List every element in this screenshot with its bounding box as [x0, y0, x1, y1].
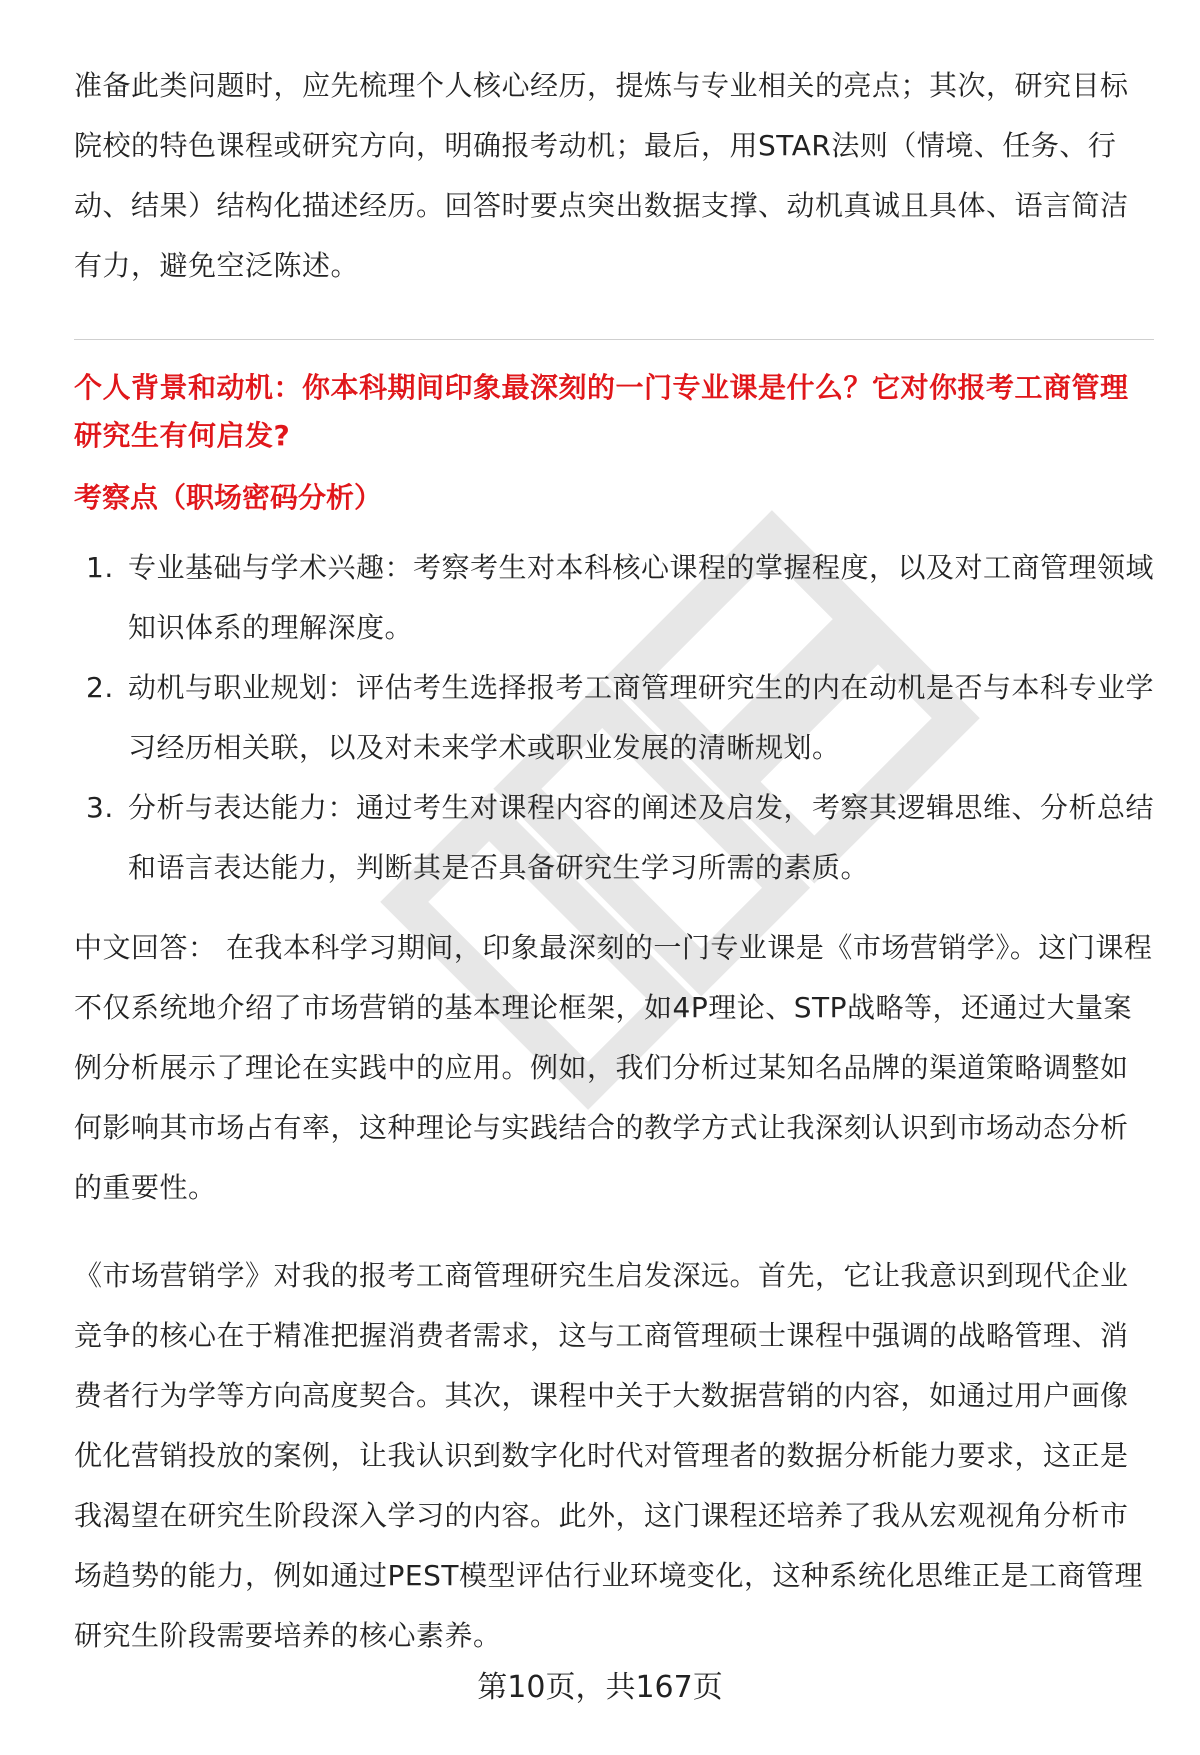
answer-paragraph-1: 中文回答： 在我本科学习期间，印象最深刻的一门专业课是《市场营销学》。这门课程不仅系统地介绍了市场营销的基本理论框架，如4P理论、STP战略等，还通过大量案例分析展示了理论在实践中的应用。例如，我们分析过某知名品牌的渠道策略调整如何影响其市场占有率，这种理论与实践结合的教学方式让我深刻认识到市场动态分析的重要性。	[74, 931, 1153, 1204]
page-number-footer: 第10页，共167页	[477, 1670, 723, 1705]
list-item	[74, 658, 1154, 778]
list-item-number: 2.	[86, 671, 114, 704]
list-item-number: 1.	[86, 551, 114, 584]
intro-paragraph: 准备此类问题时，应先梳理个人核心经历，提炼与专业相关的亮点；其次，研究目标院校的特色课程或研究方向，明确报考动机；最后，用STAR法则（情境、任务、行动、结果）结构化描述经历。回答时要点突出数据支撑、动机真诚且具体、语言简洁有力，避免空泛陈述。	[74, 69, 1129, 282]
list-item-number: 3.	[86, 791, 114, 824]
section-divider	[74, 339, 1154, 340]
list-item	[74, 778, 1154, 898]
assessment-points-label: 考察点（职场密码分析）	[74, 481, 383, 514]
question-heading: 个人背景和动机：你本科期间印象最深刻的一门专业课是什么？它对你报考工商管理研究生有何启发?	[74, 371, 1129, 452]
list-item	[74, 538, 1154, 658]
document-page	[74, 56, 1154, 1666]
list-item-text: 专业基础与学术兴趣：考察考生对本科核心课程的掌握程度，以及对工商管理领域知识体系的理解深度。	[128, 551, 1155, 644]
assessment-points-list	[74, 538, 1154, 898]
list-item-text: 分析与表达能力：通过考生对课程内容的阐述及启发，考察其逻辑思维、分析总结和语言表达能力，判断其是否具备研究生学习所需的素质。	[128, 791, 1155, 884]
list-item-text: 动机与职业规划：评估考生选择报考工商管理研究生的内在动机是否与本科专业学习经历相关联，以及对未来学术或职业发展的清晰规划。	[128, 671, 1155, 764]
answer-paragraph-2: 《市场营销学》对我的报考工商管理研究生启发深远。首先，它让我意识到现代企业竞争的核心在于精准把握消费者需求，这与工商管理硕士课程中强调的战略管理、消费者行为学等方向高度契合。其次，课程中关于大数据营销的内容，如通过用户画像优化营销投放的案例，让我认识到数字化时代对管理者的数据分析能力要求，这正是我渴望在研究生阶段深入学习的内容。此外，这门课程还培养了我从宏观视角分析市场趋势的能力，例如通过PEST模型评估行业环境变化，这种系统化思维正是工商管理研究生阶段需要培养的核心素养。	[74, 1259, 1143, 1652]
